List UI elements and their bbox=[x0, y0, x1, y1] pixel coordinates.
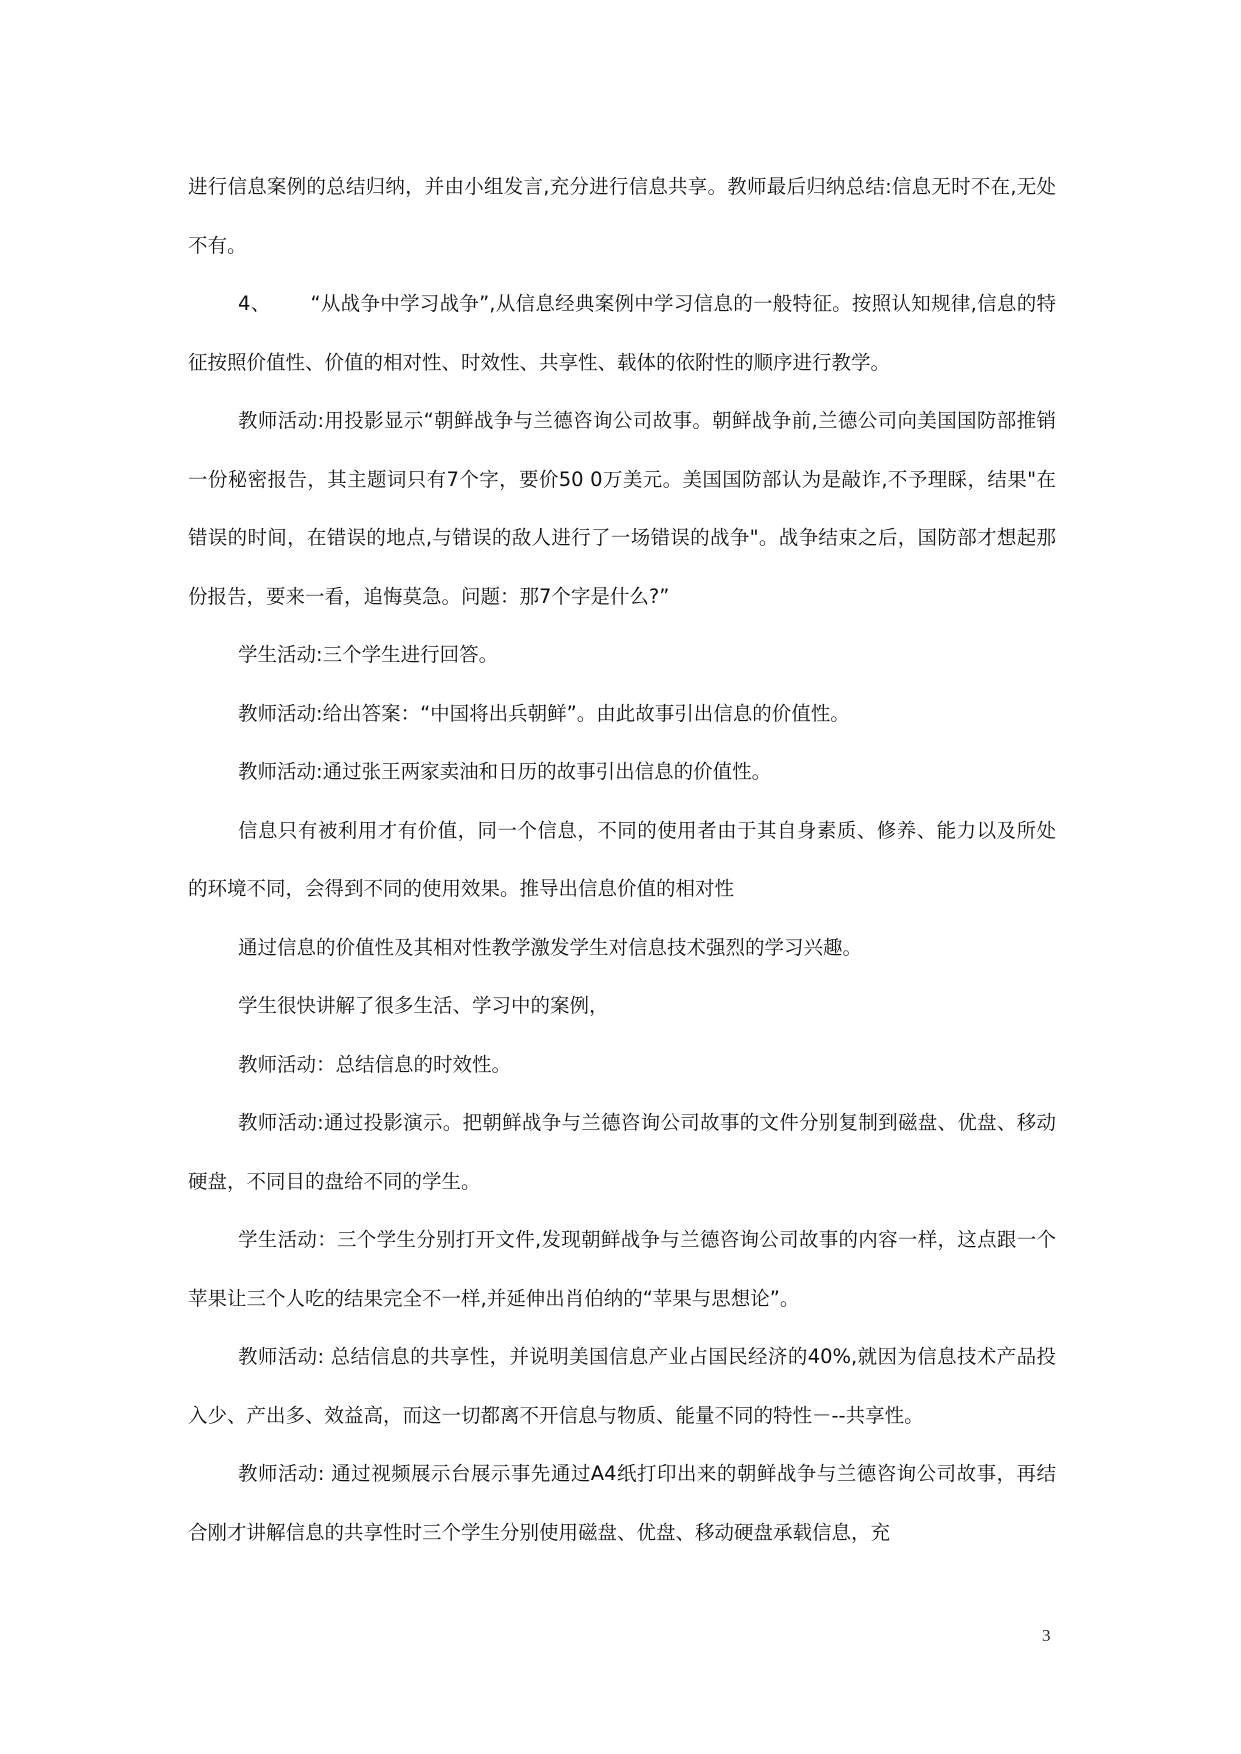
paragraph-teacher-activity-video: 教师活动: 通过视频展示台展示事先通过A4纸打印出来的朝鲜战争与兰德咨询公司故事，再结合刚才讲解信息的共享性时三个学生分别使用磁盘、优盘、移动硬盘承载信息，充 bbox=[188, 1462, 1056, 1544]
paragraph-student-activity-files: 学生活动：三个学生分别打开文件,发现朝鲜战争与兰德咨询公司故事的内容一样，这点跟一个苹果让三个人吃的结果完全不一样,并延伸出肖伯纳的“苹果与思想论”。 bbox=[188, 1228, 1056, 1310]
paragraph-teacher-activity-story: 教师活动:用投影显示“朝鲜战争与兰德咨询公司故事。朝鲜战争前,兰德公司向美国国防部推销一份秘密报告，其主题词只有7个字，要价50 0万美元。美国国防部认为是敲诈,不予理睬，结果"在错误的时间，在错误的地点,与错误的敌人进行了一场错误的战争"。战争结束之后，国防部才想起那份报告，要来一看，追悔莫急。问题：那7个字是什么?” bbox=[188, 409, 1056, 608]
page-number: 3 bbox=[1042, 1626, 1051, 1645]
paragraph-item-4-text: “从战争中学习战争”,从信息经典案例中学习信息的一般特征。按照认知规律,信息的特征按照价值性、价值的相对性、时效性、共享性、载体的依附性的顺序进行教学。 bbox=[188, 292, 1056, 374]
paragraph-item-4 bbox=[188, 275, 1056, 392]
paragraph-interest: 通过信息的价值性及其相对性教学激发学生对信息技术强烈的学习兴趣。 bbox=[238, 935, 863, 959]
paragraph-sharing: 教师活动: 总结信息的共享性，并说明美国信息产业占国民经济的40%,就因为信息技术产品投入少、产出多、效益高，而这一切都离不开信息与物质、能量不同的特性－--共享性。 bbox=[188, 1345, 1056, 1427]
document-body bbox=[188, 158, 1056, 1562]
paragraph-student-activity-answer: 学生活动:三个学生进行回答。 bbox=[238, 643, 499, 666]
paragraph-value-relativity: 信息只有被利用才有价值，同一个信息，不同的使用者由于其自身素质、修养、能力以及所处的环境不同，会得到不同的使用效果。推导出信息价值的相对性 bbox=[188, 818, 1056, 900]
paragraph-teacher-activity-answer: 教师活动:给出答案：“中国将出兵朝鲜”。由此故事引出信息的价值性。 bbox=[238, 701, 850, 725]
paragraph-teacher-activity-oil-story: 教师活动:通过张王两家卖油和日历的故事引出信息的价值性。 bbox=[238, 760, 772, 783]
paragraph-student-cases: 学生很快讲解了很多生活、学习中的案例， bbox=[238, 994, 609, 1017]
list-number: 4、 bbox=[238, 292, 271, 315]
paragraph-summary: 进行信息案例的总结归纳，并由小组发言,充分进行信息共享。教师最后归纳总结:信息无时不在,无处不有。 bbox=[188, 175, 1056, 257]
paragraph-teacher-activity-demo: 教师活动:通过投影演示。把朝鲜战争与兰德咨询公司故事的文件分别复制到磁盘、优盘、移动硬盘，不同目的盘给不同的学生。 bbox=[188, 1111, 1056, 1193]
paragraph-timeliness: 教师活动：总结信息的时效性。 bbox=[238, 1052, 512, 1076]
